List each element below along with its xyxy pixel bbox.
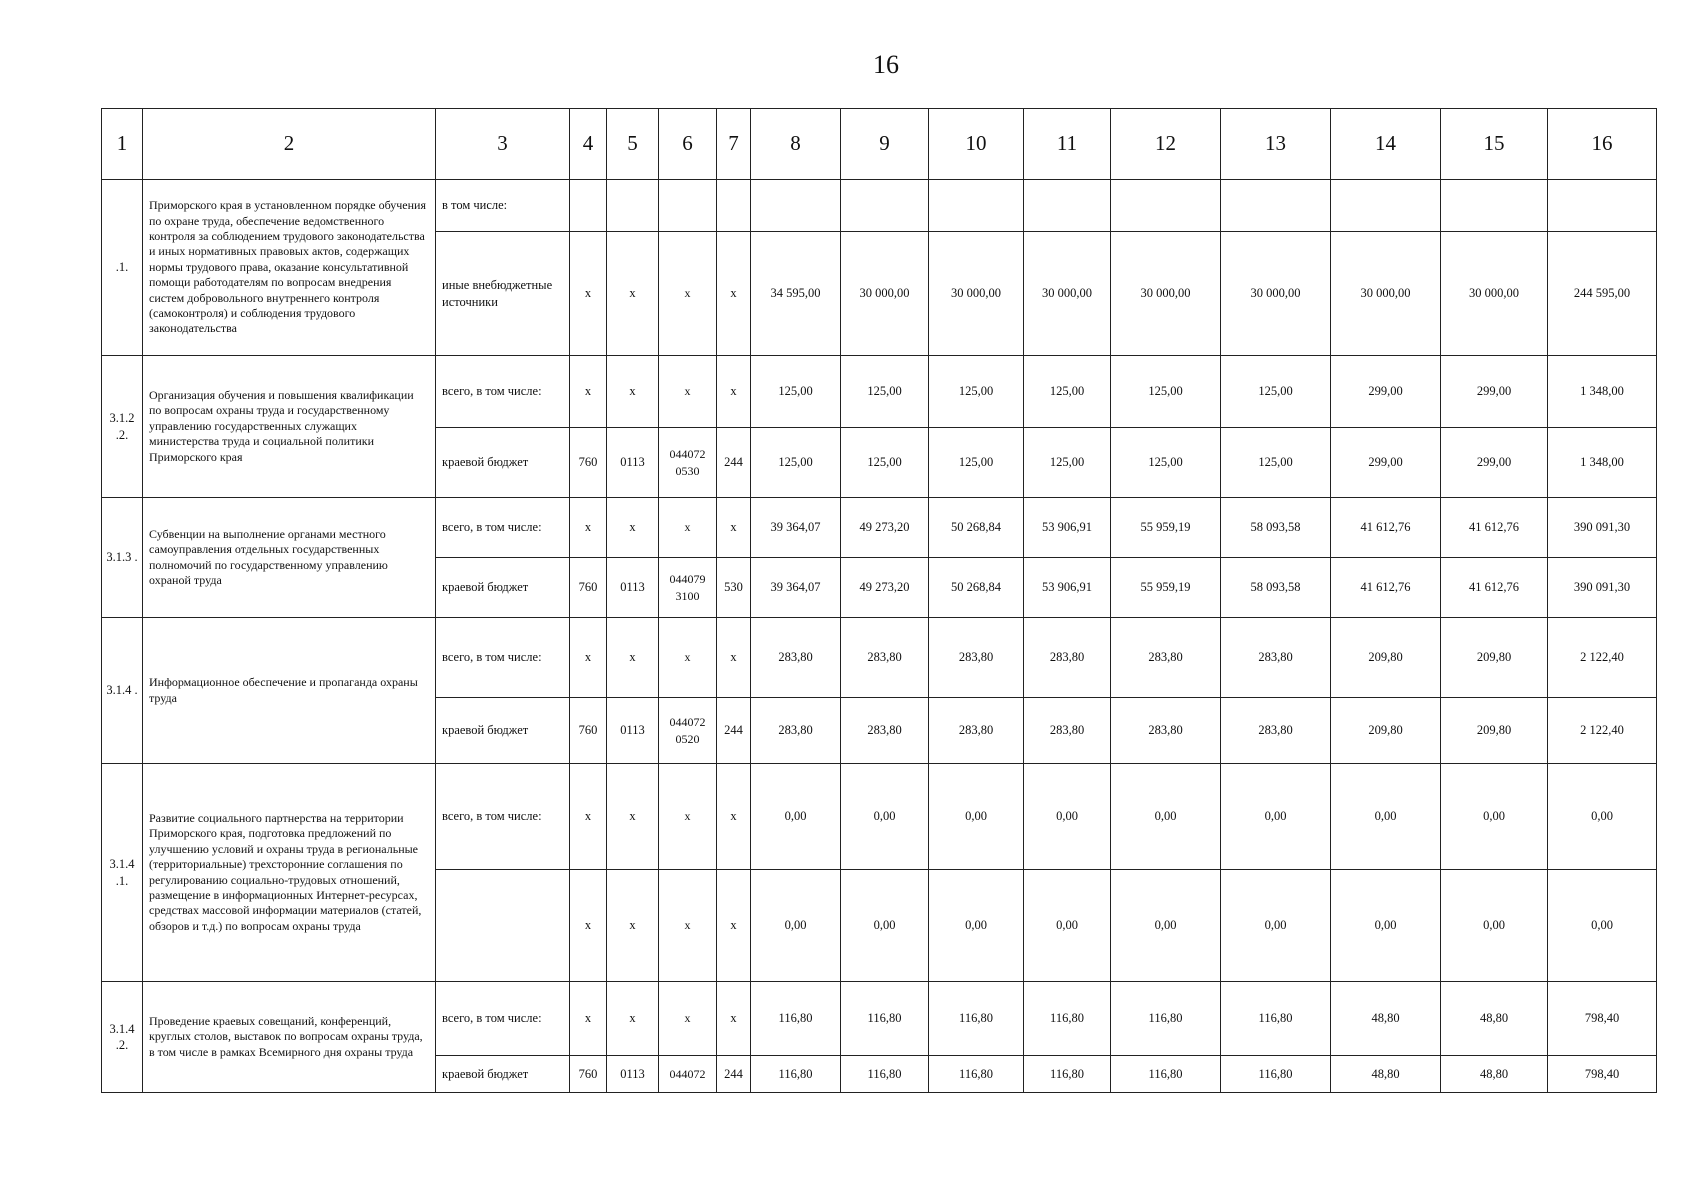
- header-cell: 6: [659, 109, 717, 180]
- amount-cell: 0,00: [751, 870, 841, 982]
- amount-cell: 0,00: [929, 870, 1024, 982]
- amount-cell: 125,00: [1024, 356, 1111, 428]
- funding-source: в том числе:: [436, 180, 570, 232]
- amount-cell: 41 612,76: [1331, 498, 1441, 558]
- code-col-4: х: [570, 764, 607, 870]
- header-cell: 11: [1024, 109, 1111, 180]
- code-col-5: х: [607, 982, 659, 1056]
- amount-cell: 41 612,76: [1331, 558, 1441, 618]
- amount-cell: 30 000,00: [841, 232, 929, 356]
- amount-cell: 283,80: [1111, 698, 1221, 764]
- amount-cell: 125,00: [841, 428, 929, 498]
- amount-cell: 58 093,58: [1221, 498, 1331, 558]
- code-col-5: 0113: [607, 1056, 659, 1093]
- amount-cell: 0,00: [1441, 870, 1548, 982]
- code-col-7: 530: [717, 558, 751, 618]
- amount-cell: [1441, 180, 1548, 232]
- code-col-7: 244: [717, 1056, 751, 1093]
- amount-cell: 283,80: [751, 618, 841, 698]
- page-number: 16: [873, 50, 899, 79]
- amount-cell: 244 595,00: [1548, 232, 1657, 356]
- amount-cell: 116,80: [841, 1056, 929, 1093]
- code-col-7: 244: [717, 428, 751, 498]
- header-cell: 9: [841, 109, 929, 180]
- code-col-6: х: [659, 764, 717, 870]
- amount-cell: 50 268,84: [929, 558, 1024, 618]
- amount-cell: 209,80: [1441, 618, 1548, 698]
- amount-cell: 116,80: [751, 982, 841, 1056]
- code-col-4: х: [570, 618, 607, 698]
- amount-cell: [1548, 180, 1657, 232]
- funding-source: краевой бюджет: [436, 558, 570, 618]
- header-cell: 7: [717, 109, 751, 180]
- header-cell: 13: [1221, 109, 1331, 180]
- amount-cell: 2 122,40: [1548, 618, 1657, 698]
- amount-cell: 2 122,40: [1548, 698, 1657, 764]
- amount-cell: 116,80: [1221, 982, 1331, 1056]
- amount-cell: 55 959,19: [1111, 558, 1221, 618]
- row-description: Субвенции на выполнение органами местного самоуправления отдельных государственных полномочий по государственному управлению охраной труда: [143, 498, 436, 618]
- code-col-7: х: [717, 982, 751, 1056]
- code-col-4: 760: [570, 558, 607, 618]
- amount-cell: 0,00: [929, 764, 1024, 870]
- code-col-4: х: [570, 498, 607, 558]
- code-col-5: х: [607, 870, 659, 982]
- amount-cell: 53 906,91: [1024, 558, 1111, 618]
- header-cell: 14: [1331, 109, 1441, 180]
- amount-cell: 125,00: [929, 356, 1024, 428]
- row-description: Организация обучения и повышения квалификации по вопросам охраны труда и государственному управлению государственных служащих министерства труда и социальной политики Приморского края: [143, 356, 436, 498]
- funding-source: всего, в том числе:: [436, 498, 570, 558]
- funding-source: иные внебюджетные источники: [436, 232, 570, 356]
- table-row: [102, 356, 1657, 428]
- row-description: Приморского края в установленном порядке обучения по охране труда, обеспечение ведомственного контроля за соблюдением трудового законодательства и иных нормативных правовых актов, содержащих нормы трудового права, оказание консультативной помощи работодателям по вопросам внедрения систем добровольного внутреннего контроля (самоконтроля) и соблюдения трудового законодательства: [143, 180, 436, 356]
- amount-cell: [1221, 180, 1331, 232]
- amount-cell: 0,00: [751, 764, 841, 870]
- amount-cell: 125,00: [1111, 356, 1221, 428]
- code-col-6: х: [659, 870, 717, 982]
- amount-cell: [751, 180, 841, 232]
- amount-cell: 125,00: [1221, 356, 1331, 428]
- code-col-5: х: [607, 618, 659, 698]
- row-description: Развитие социального партнерства на территории Приморского края, подготовка предложений по улучшению условий и охраны труда в региональные (территориальные) трехсторонние соглашения по регулированию социально-трудовых отношений, размещение в информационных Интернет-ресурсах, средствах массовой информации материалов (статей, обзоров и т.д.) по вопросам охраны труда: [143, 764, 436, 982]
- code-col-7: [717, 180, 751, 232]
- amount-cell: 49 273,20: [841, 498, 929, 558]
- header-cell: 10: [929, 109, 1024, 180]
- code-col-7: х: [717, 356, 751, 428]
- amount-cell: 283,80: [1111, 618, 1221, 698]
- amount-cell: 0,00: [1111, 764, 1221, 870]
- amount-cell: 30 000,00: [1441, 232, 1548, 356]
- code-col-4: 760: [570, 1056, 607, 1093]
- amount-cell: 48,80: [1331, 1056, 1441, 1093]
- header-cell: 5: [607, 109, 659, 180]
- amount-cell: 283,80: [929, 618, 1024, 698]
- code-col-7: х: [717, 764, 751, 870]
- funding-source: всего, в том числе:: [436, 764, 570, 870]
- amount-cell: 41 612,76: [1441, 558, 1548, 618]
- amount-cell: 390 091,30: [1548, 498, 1657, 558]
- amount-cell: 798,40: [1548, 982, 1657, 1056]
- table-row: [102, 618, 1657, 698]
- amount-cell: 34 595,00: [751, 232, 841, 356]
- amount-cell: [1331, 180, 1441, 232]
- amount-cell: 116,80: [1111, 1056, 1221, 1093]
- amount-cell: 0,00: [1331, 870, 1441, 982]
- funding-source: всего, в том числе:: [436, 618, 570, 698]
- amount-cell: 0,00: [841, 870, 929, 982]
- code-col-6: 044079 3100: [659, 558, 717, 618]
- amount-cell: 125,00: [1221, 428, 1331, 498]
- amount-cell: 116,80: [1111, 982, 1221, 1056]
- code-col-4: х: [570, 356, 607, 428]
- funding-source: [436, 870, 570, 982]
- row-index: 3.1.4 .1.: [102, 764, 143, 982]
- amount-cell: [1111, 180, 1221, 232]
- code-col-4: х: [570, 982, 607, 1056]
- amount-cell: 283,80: [1221, 698, 1331, 764]
- amount-cell: 0,00: [1331, 764, 1441, 870]
- amount-cell: 283,80: [841, 698, 929, 764]
- amount-cell: 125,00: [929, 428, 1024, 498]
- amount-cell: 116,80: [1221, 1056, 1331, 1093]
- header-cell: 4: [570, 109, 607, 180]
- amount-cell: 53 906,91: [1024, 498, 1111, 558]
- code-col-4: 760: [570, 698, 607, 764]
- code-col-7: х: [717, 870, 751, 982]
- amount-cell: 55 959,19: [1111, 498, 1221, 558]
- row-index: 3.1.2 .2.: [102, 356, 143, 498]
- amount-cell: 0,00: [1441, 764, 1548, 870]
- amount-cell: 116,80: [841, 982, 929, 1056]
- budget-table: [101, 108, 1657, 1093]
- code-col-5: х: [607, 764, 659, 870]
- code-col-4: 760: [570, 428, 607, 498]
- code-col-6: 044072 0520: [659, 698, 717, 764]
- amount-cell: 116,80: [1024, 1056, 1111, 1093]
- amount-cell: 49 273,20: [841, 558, 929, 618]
- amount-cell: 41 612,76: [1441, 498, 1548, 558]
- code-col-5: [607, 180, 659, 232]
- amount-cell: 283,80: [1024, 698, 1111, 764]
- code-col-4: х: [570, 232, 607, 356]
- funding-source: всего, в том числе:: [436, 982, 570, 1056]
- amount-cell: 0,00: [1111, 870, 1221, 982]
- amount-cell: 0,00: [1548, 870, 1657, 982]
- funding-source: краевой бюджет: [436, 1056, 570, 1093]
- header-cell: 8: [751, 109, 841, 180]
- amount-cell: 116,80: [929, 1056, 1024, 1093]
- code-col-7: х: [717, 618, 751, 698]
- code-col-5: х: [607, 232, 659, 356]
- amount-cell: 299,00: [1441, 356, 1548, 428]
- amount-cell: 116,80: [751, 1056, 841, 1093]
- row-index: 3.1.4 .2.: [102, 982, 143, 1093]
- code-col-7: х: [717, 232, 751, 356]
- amount-cell: 125,00: [751, 356, 841, 428]
- amount-cell: 0,00: [1548, 764, 1657, 870]
- amount-cell: 299,00: [1441, 428, 1548, 498]
- amount-cell: 48,80: [1441, 1056, 1548, 1093]
- header-cell: 15: [1441, 109, 1548, 180]
- code-col-5: 0113: [607, 558, 659, 618]
- funding-source: всего, в том числе:: [436, 356, 570, 428]
- amount-cell: 299,00: [1331, 428, 1441, 498]
- funding-source: краевой бюджет: [436, 698, 570, 764]
- amount-cell: 30 000,00: [1024, 232, 1111, 356]
- amount-cell: 0,00: [1024, 764, 1111, 870]
- code-col-6: [659, 180, 717, 232]
- amount-cell: 209,80: [1331, 698, 1441, 764]
- amount-cell: 30 000,00: [1331, 232, 1441, 356]
- amount-cell: 50 268,84: [929, 498, 1024, 558]
- header-cell: 1: [102, 109, 143, 180]
- table-row: [102, 764, 1657, 870]
- row-description: Информационное обеспечение и пропаганда охраны труда: [143, 618, 436, 764]
- header-cell: 2: [143, 109, 436, 180]
- amount-cell: 125,00: [751, 428, 841, 498]
- row-index: 3.1.4 .: [102, 618, 143, 764]
- amount-cell: 48,80: [1441, 982, 1548, 1056]
- row-index: 3.1.3 .: [102, 498, 143, 618]
- code-col-6: х: [659, 498, 717, 558]
- table-row: [102, 498, 1657, 558]
- amount-cell: 48,80: [1331, 982, 1441, 1056]
- code-col-6: х: [659, 232, 717, 356]
- code-col-5: х: [607, 498, 659, 558]
- amount-cell: 0,00: [1221, 870, 1331, 982]
- amount-cell: 0,00: [1221, 764, 1331, 870]
- amount-cell: 125,00: [1024, 428, 1111, 498]
- code-col-4: х: [570, 870, 607, 982]
- amount-cell: 116,80: [929, 982, 1024, 1056]
- table-row: [102, 982, 1657, 1056]
- code-col-6: х: [659, 982, 717, 1056]
- header-row: [102, 109, 1657, 180]
- code-col-7: х: [717, 498, 751, 558]
- code-col-4: [570, 180, 607, 232]
- amount-cell: 283,80: [1221, 618, 1331, 698]
- amount-cell: [929, 180, 1024, 232]
- code-col-6: х: [659, 356, 717, 428]
- amount-cell: 283,80: [841, 618, 929, 698]
- amount-cell: 30 000,00: [1111, 232, 1221, 356]
- row-index: .1.: [102, 180, 143, 356]
- amount-cell: [841, 180, 929, 232]
- amount-cell: 125,00: [841, 356, 929, 428]
- amount-cell: 209,80: [1441, 698, 1548, 764]
- amount-cell: 283,80: [1024, 618, 1111, 698]
- code-col-5: х: [607, 356, 659, 428]
- code-col-6: х: [659, 618, 717, 698]
- amount-cell: 125,00: [1111, 428, 1221, 498]
- amount-cell: [1024, 180, 1111, 232]
- amount-cell: 116,80: [1024, 982, 1111, 1056]
- amount-cell: 209,80: [1331, 618, 1441, 698]
- row-description: Проведение краевых совещаний, конференций, круглых столов, выставок по вопросам охраны труда, в том числе в рамках Всемирного дня охраны труда: [143, 982, 436, 1093]
- amount-cell: 30 000,00: [929, 232, 1024, 356]
- header-cell: 3: [436, 109, 570, 180]
- amount-cell: 39 364,07: [751, 558, 841, 618]
- amount-cell: 30 000,00: [1221, 232, 1331, 356]
- amount-cell: 0,00: [1024, 870, 1111, 982]
- header-cell: 12: [1111, 109, 1221, 180]
- code-col-7: 244: [717, 698, 751, 764]
- code-col-6: 044072: [659, 1056, 717, 1093]
- funding-source: краевой бюджет: [436, 428, 570, 498]
- amount-cell: 39 364,07: [751, 498, 841, 558]
- table-row: [102, 180, 1657, 232]
- code-col-5: 0113: [607, 698, 659, 764]
- header-cell: 16: [1548, 109, 1657, 180]
- amount-cell: 283,80: [751, 698, 841, 764]
- amount-cell: 58 093,58: [1221, 558, 1331, 618]
- amount-cell: 1 348,00: [1548, 428, 1657, 498]
- amount-cell: 283,80: [929, 698, 1024, 764]
- amount-cell: 0,00: [841, 764, 929, 870]
- code-col-5: 0113: [607, 428, 659, 498]
- amount-cell: 299,00: [1331, 356, 1441, 428]
- amount-cell: 390 091,30: [1548, 558, 1657, 618]
- amount-cell: 798,40: [1548, 1056, 1657, 1093]
- amount-cell: 1 348,00: [1548, 356, 1657, 428]
- code-col-6: 044072 0530: [659, 428, 717, 498]
